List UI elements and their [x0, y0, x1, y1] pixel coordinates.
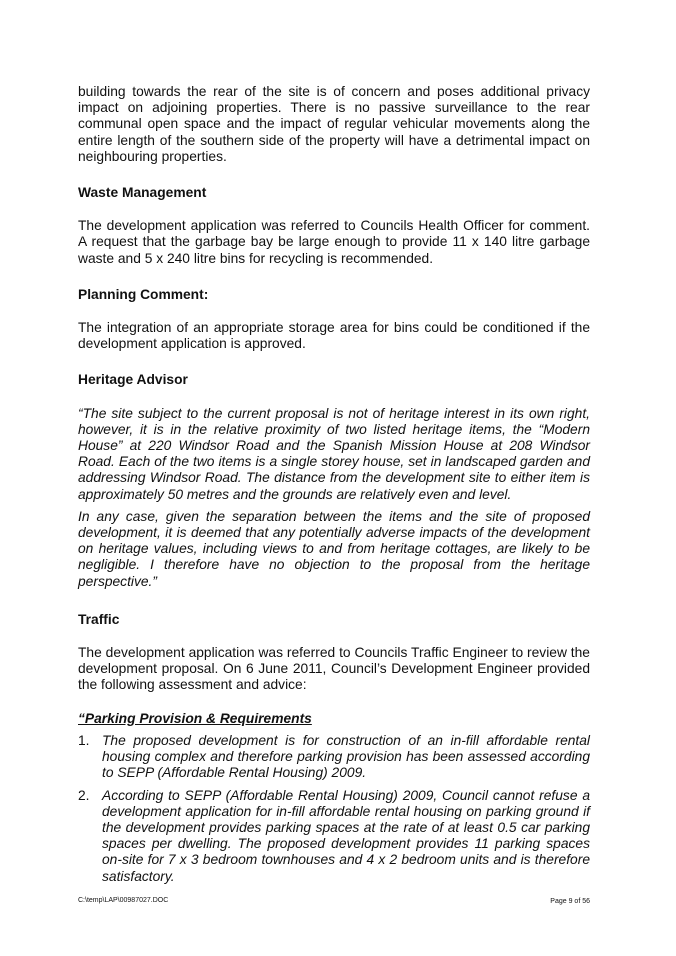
traffic-paragraph: The development application was referred to Councils Traffic Engineer to review the development proposal. On 6 June 2011, Council’s Development Engineer provided the following assessment and advice:	[78, 645, 590, 693]
list-item-text: According to SEPP (Affordable Rental Housing) 2009, Council cannot refuse a development application for in-fill affordable rental housing on parking ground if the development provides parking spaces at the rate of at least 0.5 car parking spaces per dwelling. The proposed development provides 11 parking spaces on-site for 7 x 3 bedroom townhouses and 4 x 2 bedroom units and is therefore satisfactory.	[102, 787, 590, 884]
list-item-number: 2.	[78, 787, 90, 803]
list-item-text: The proposed development is for construction of an in-fill affordable rental housing complex and therefore parking provision has been assessed according to SEPP (Affordable Rental Housing) 2009.	[102, 732, 590, 781]
heritage-quote-paragraph-1: “The site subject to the current proposal is not of heritage interest in its own right, however, it is in the relative proximity of two listed heritage items, the “Modern House” at 220 Windsor Road and the Spanish Mission House at 208 Windsor Road. Each of the two items is a single storey house, set in landscaped garden and addressing Windsor Road. The distance from the development site to either item is approximately 50 metres and the grounds are relatively even and level.	[78, 405, 590, 502]
list-item	[78, 733, 590, 782]
parking-list	[78, 733, 590, 885]
waste-management-heading: Waste Management	[78, 185, 207, 201]
waste-management-paragraph: The development application was referred to Councils Health Officer for comment. A request that the garbage bay be large enough to provide 11 x 140 litre garbage waste and 5 x 240 litre bins for recycling is recommended.	[78, 218, 590, 266]
planning-comment-heading: Planning Comment:	[78, 286, 209, 302]
footer-file-path: C:\temp\LAP\00987027.DOC	[78, 897, 169, 904]
planning-comment-paragraph: The integration of an appropriate storage area for bins could be conditioned if the development application is approved.	[78, 320, 590, 352]
parking-provision-heading: “Parking Provision & Requirements	[78, 710, 312, 726]
intro-paragraph: building towards the rear of the site is of concern and poses additional privacy impact on adjoining properties. There is no passive surveillance to the rear communal open space and the impact of regular vehicular movements along the entire length of the southern side of the property will have a detrimental impact on neighbouring properties.	[78, 84, 590, 164]
page-body	[78, 84, 590, 885]
heritage-advisor-heading: Heritage Advisor	[78, 372, 188, 388]
traffic-heading: Traffic	[78, 611, 120, 627]
list-item	[78, 788, 590, 885]
heritage-quote-paragraph-2: In any case, given the separation between the items and the site of proposed development, it is deemed that any potentially adverse impacts of the development on heritage values, including views to and from heritage cottages, are likely to be negligible. I therefore have no objection to the proposal from the heritage perspective.”	[78, 508, 590, 589]
footer-page-number: Page 9 of 56	[550, 898, 590, 905]
list-item-number: 1.	[78, 732, 90, 748]
